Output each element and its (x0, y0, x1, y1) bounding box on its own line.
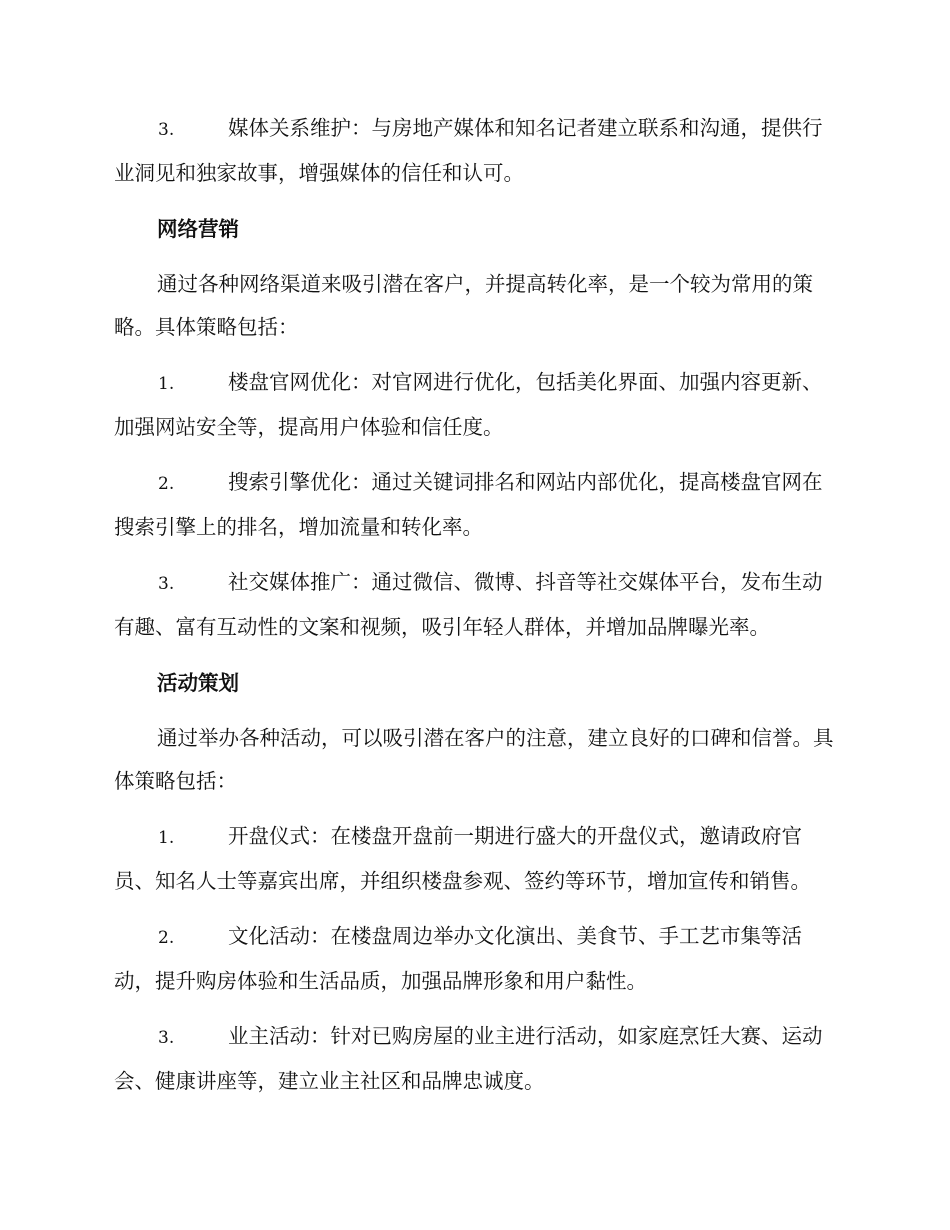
list-item (114, 361, 836, 449)
list-text: 文化活动：在楼盘周边举办文化演出、美食节、手工艺市集等活动，提升购房体验和生活品质，加强品牌形象和用户黏性。 (114, 924, 802, 993)
list-number: 3. (158, 120, 175, 140)
list-item (114, 107, 836, 195)
section-heading: 活动策划 (157, 671, 239, 695)
list-item (114, 1015, 836, 1103)
list-number: 1. (158, 828, 175, 848)
list-text: 搜索引擎优化：通过关键词排名和网站内部优化，提高楼盘官网在搜索引擎上的排名，增加流量和转化率。 (114, 470, 823, 539)
list-number: 3. (158, 1028, 175, 1048)
list-text: 社交媒体推广：通过微信、微博、抖音等社交媒体平台，发布生动有趣、富有互动性的文案和视频，吸引年轻人群体，并增加品牌曝光率。 (114, 570, 823, 639)
list-item (114, 815, 836, 903)
list-item (114, 561, 836, 649)
list-number: 3. (158, 574, 175, 594)
body-paragraph: 通过举办各种活动，可以吸引潜在客户的注意，建立良好的口碑和信誉。具体策略包括： (114, 726, 834, 793)
list-item (114, 915, 836, 1003)
body-paragraph: 通过各种网络渠道来吸引潜在客户，并提高转化率，是一个较为常用的策略。具体策略包括： (114, 272, 813, 339)
list-number: 2. (158, 474, 175, 494)
section-heading: 网络营销 (157, 217, 239, 241)
list-text: 媒体关系维护：与房地产媒体和知名记者建立联系和沟通，提供行业洞见和独家故事，增强媒体的信任和认可。 (114, 116, 823, 185)
list-number: 2. (158, 928, 175, 948)
list-item (114, 461, 836, 549)
list-number: 1. (158, 374, 175, 394)
list-text: 楼盘官网优化：对官网进行优化，包括美化界面、加强内容更新、加强网站安全等，提高用户体验和信任度。 (114, 370, 823, 439)
list-text: 业主活动：针对已购房屋的业主进行活动，如家庭烹饪大赛、运动会、健康讲座等，建立业主社区和品牌忠诚度。 (114, 1024, 823, 1093)
list-text: 开盘仪式：在楼盘开盘前一期进行盛大的开盘仪式，邀请政府官员、知名人士等嘉宾出席，并组织楼盘参观、签约等环节，增加宣传和销售。 (114, 824, 811, 893)
